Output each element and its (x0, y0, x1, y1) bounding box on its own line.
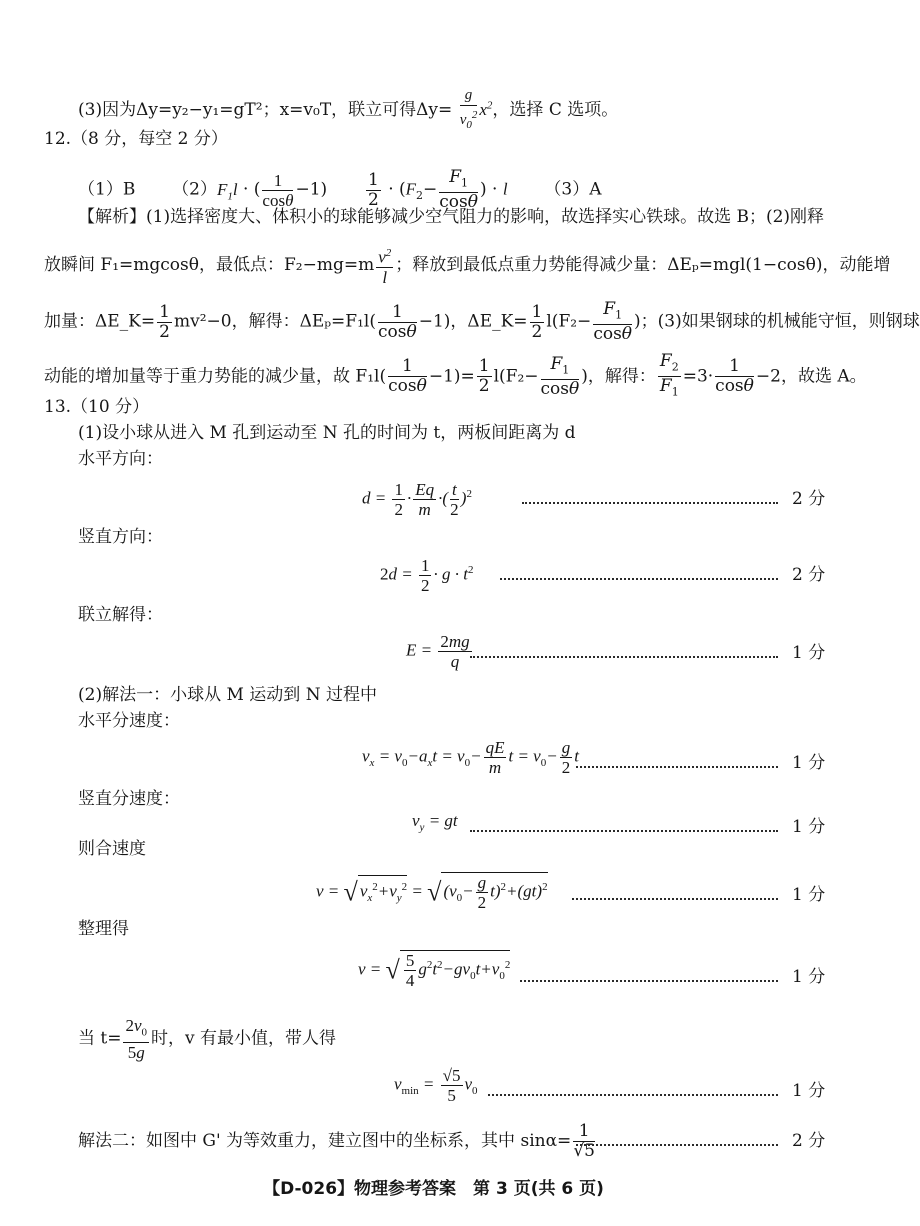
q13-when-tail: 时，v 有最小值，带人得 (151, 1028, 337, 1049)
q12-frac-f1-cos-3: $\frac{F_1}{\cos\theta}$ (540, 353, 580, 400)
q12-answer-3: （3）A (544, 179, 602, 200)
q13-method2 (78, 1122, 597, 1161)
q13-eq-vmin: $v_{min}$ = $\frac{√5}{5}$ $v_0$ (394, 1066, 478, 1105)
q12-frac-cos-2: $\frac{1}{\cos\theta}$ (377, 301, 417, 342)
dot-leader (470, 656, 778, 658)
q11-part3-tail: ，选择 C 选项。 (492, 100, 619, 120)
q12-analysis-line4-a: 动能的增加量等于重力势能的减少量，故 F₁l( (44, 366, 387, 387)
dot-leader (520, 980, 778, 982)
q12-frac-cos-1: $\frac{1}{\cos\theta}$ (262, 170, 294, 210)
q12-analysis-line3-b: mv²−0，解得：ΔEₚ=F₁l( (173, 311, 376, 332)
q13-part2-intro: (2)解法一：小球从 M 运动到 N 过程中 (78, 685, 377, 705)
q12-frac-half-3: $\frac{1}{2}$ (531, 301, 543, 342)
q12-analysis-line4-e: =3· (682, 366, 714, 387)
q12-analysis-line2-b: ；释放到最低点重力势能得减少量：ΔEₚ=mgl(1−cosθ)，动能增 (395, 254, 891, 275)
q12-frac-f1-cos-2: $\frac{F_1}{\cos\theta}$ (593, 299, 633, 345)
q12-analysis-line3-e: )；(3)如果钢球的机械能守恒，则钢球 (634, 311, 920, 332)
q12-analysis-line2 (44, 244, 890, 287)
q13-when-line (78, 1016, 336, 1062)
q12-header: 12.（8 分，每空 2 分） (44, 129, 228, 149)
dot-leader (576, 1144, 778, 1146)
score-9: 2 分 (792, 1131, 826, 1151)
q13-eq-v: v = √ $v_x^2+v_y^2$ = √ ($v_0-$ $\frac{g}{2}$ t)$^2$+(gt)$^2$ (316, 873, 548, 912)
score-1: 2 分 (792, 489, 826, 509)
q13-vv-label: 竖直分速度： (78, 789, 180, 809)
q13-frac-sin: $\frac{1}{√5}$ (573, 1121, 595, 1161)
q12-answers: （1）B $(2)F_1l$ · ( $\frac{1}{\cos\theta}$ −1) $\frac{1}{2}$ · ($F_2-$ $\frac{F_1}{\cos\theta}$ ) · l （3）A (78, 167, 602, 213)
q13-eq-vertical: 2d = $\frac{1}{2}$ · $g \cdot t^2$ (380, 556, 474, 595)
q13-vertical-label: 竖直方向： (78, 527, 163, 547)
dot-leader (522, 502, 778, 504)
q12-analysis-line3-c: −1)，ΔE_K= (418, 311, 528, 332)
q12-analysis-line3-d: l(F₂− (546, 311, 592, 332)
dot-leader (572, 898, 778, 900)
q12-analysis-line1: 【解析】(1)选择密度大、体积小的球能够减少空气阻力的影响，故选择实心铁球。故选 B；(2)刚释 (78, 207, 825, 227)
q11-part3: (3)因为Δy=y₂−y₁=gT²；x=v₀T，联立可得Δy= $\frac{g}{v_0^2}$ $x^2$，选择 C 选项。 (78, 86, 618, 135)
score-5: 1 分 (792, 817, 826, 837)
q13-when-text: 当 t= (78, 1028, 122, 1049)
q13-eq-v-arranged: v = √ $\frac{5}{4}$ $g^2t^2-gv_0t+v_0^2$ (358, 951, 511, 990)
q12-analysis-line2-a: 放瞬间 F₁=mgcosθ，最低点：F₂−mg=m (44, 254, 375, 275)
q13-eq-vx: $v_x = v_0-a_xt = v_0-$ $\frac{qE}{m}$ $t = v_0-$ $\frac{g}{2}$ t (362, 738, 579, 777)
q12-frac-half-1: $\frac{1}{2}$ (367, 169, 379, 210)
q12-answer-2-label: （2） (172, 179, 217, 200)
q12-frac-half-4: $\frac{1}{2}$ (478, 356, 490, 397)
dot-leader (470, 830, 778, 832)
dot-leader (500, 578, 778, 580)
q13-eq-E: E = $\frac{2mg}{q}$ (406, 632, 470, 671)
score-4: 1 分 (792, 753, 826, 773)
q12-frac-f1-cos: $\frac{F_1}{\cos\theta}$ (439, 167, 479, 213)
q12-frac-cos-4: $\frac{1}{\cos\theta}$ (715, 356, 754, 397)
dot-leader (488, 1094, 778, 1096)
q12-frac-f2-f1: $\frac{F_2}{F_1}$ (659, 351, 679, 399)
q12-analysis-line3 (44, 300, 920, 344)
q13-part1-intro: (1)设小球从进入 M 孔到运动至 N 孔的时间为 t，两板间距离为 d (78, 423, 576, 443)
score-6: 1 分 (792, 885, 826, 905)
score-2: 2 分 (792, 565, 826, 585)
q13-combine-label: 联立解得： (78, 605, 163, 625)
q11-part3-text: (3)因为Δy=y₂−y₁=gT²；x=v₀T，联立可得Δy= (78, 100, 453, 120)
q13-header: 13.（10 分） (44, 397, 150, 417)
q12-frac-half-2: $\frac{1}{2}$ (159, 301, 170, 342)
q13-frac-t: $\frac{2v_0}{5g}$ (125, 1016, 148, 1063)
q11-fraction: $\frac{g}{v_0^2}$ (459, 87, 478, 131)
q12-analysis-line4-c: l(F₂− (493, 366, 539, 387)
q12-frac-cos-3: $\frac{1}{\cos\theta}$ (388, 356, 427, 397)
q13-eq-vy: $v_y$ = gt (412, 811, 458, 834)
dot-leader (576, 766, 778, 768)
q13-arrange-label: 整理得 (78, 919, 129, 939)
score-3: 1 分 (792, 643, 826, 663)
score-8: 1 分 (792, 1081, 826, 1101)
q13-resultant-label: 则合速度 (78, 839, 146, 859)
q13-method2-text: 解法二：如图中 G' 为等效重力，建立图中的坐标系，其中 sinα= (78, 1131, 572, 1151)
q12-frac-v2-l: $\frac{v^2}{l}$ (376, 244, 393, 287)
page-footer: 【D-026】物理参考答案 第 3 页(共 6 页) (263, 1179, 604, 1199)
q12-analysis-line4-f: −2，故选 A。 (755, 366, 867, 387)
score-7: 1 分 (792, 967, 826, 987)
q13-eq-horizontal: d = $\frac{1}{2}$ · $\frac{Eq}{m}$ ·( $\frac{t}{2}$ )$^2$ (362, 480, 472, 519)
q13-horizontal-label: 水平方向： (78, 449, 163, 469)
q12-analysis-line4 (44, 352, 867, 402)
q12-analysis-line3-a: 加量：ΔE_K= (44, 311, 156, 332)
q12-analysis-line4-d: )，解得： (581, 366, 656, 387)
q12-analysis-line4-b: −1)= (428, 366, 475, 387)
q13-hv-label: 水平分速度： (78, 711, 180, 731)
q12-answer-1: （1）B (78, 179, 136, 200)
